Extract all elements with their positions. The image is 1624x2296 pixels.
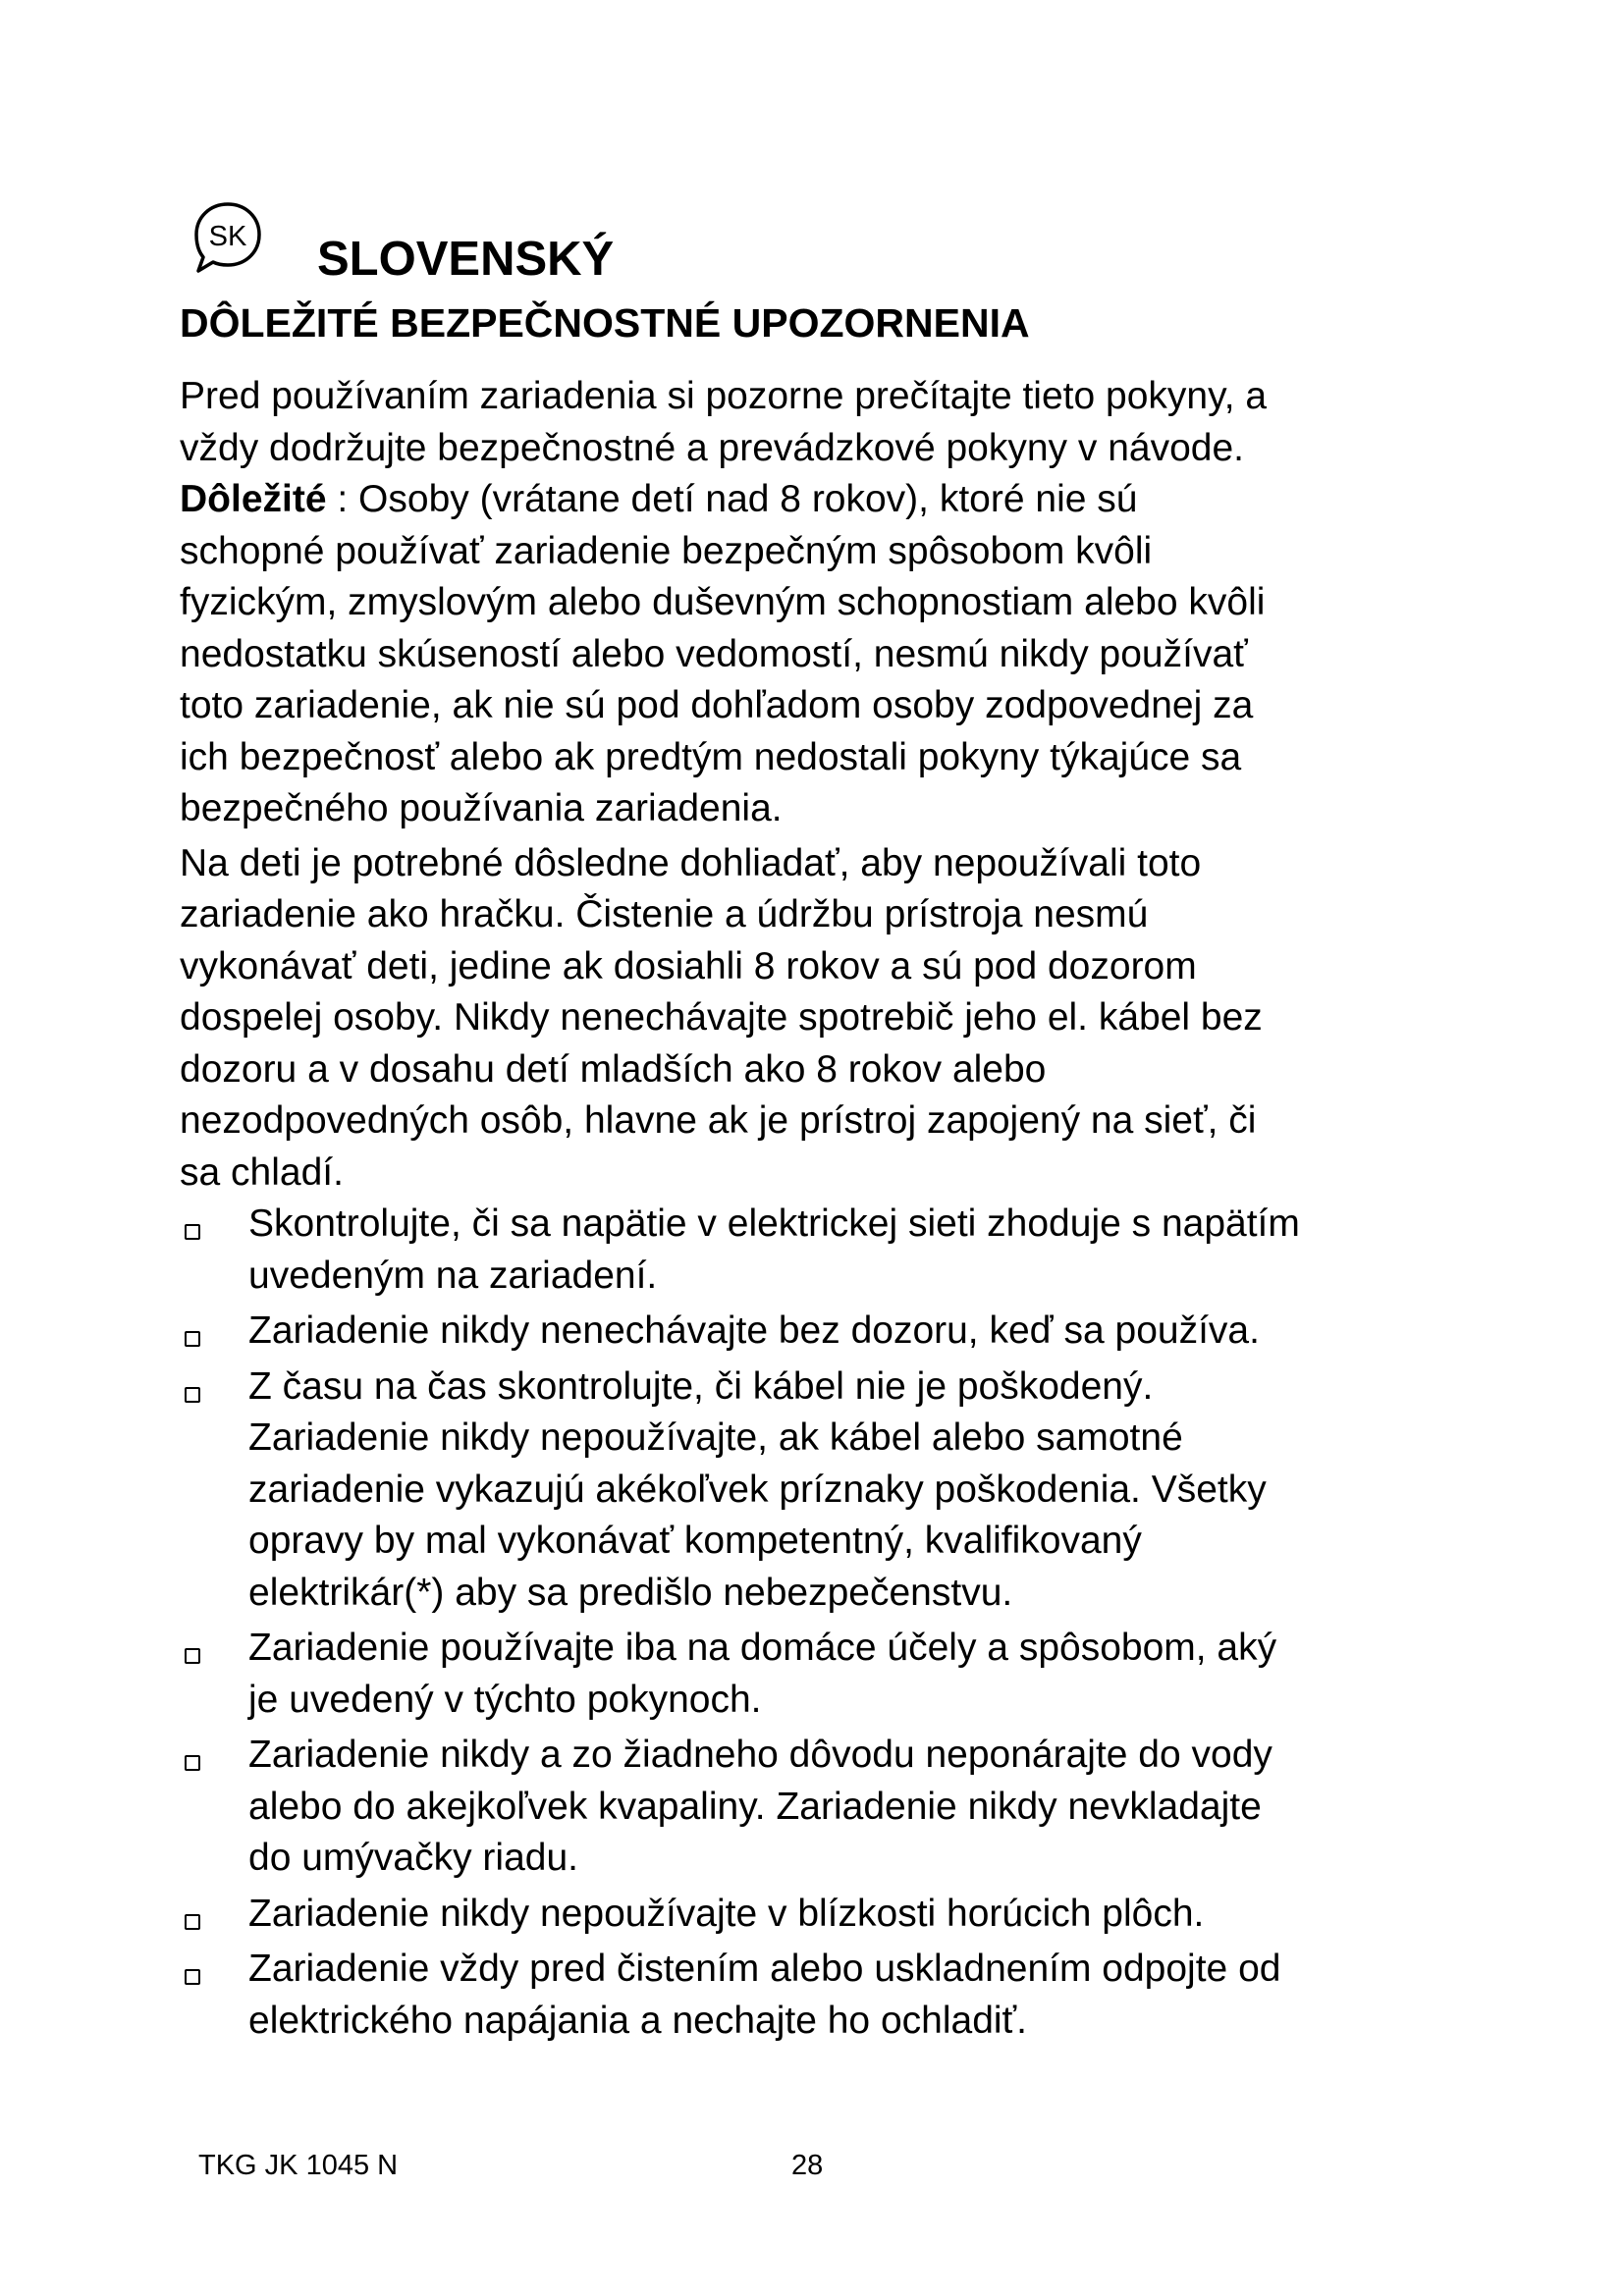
important-label: Dôležité bbox=[180, 478, 327, 520]
text-line: Pred používaním zariadenia si pozorne prečítajte tieto pokyny, a bbox=[180, 375, 1268, 417]
checkbox-bullet-icon bbox=[185, 1755, 200, 1771]
important-paragraph bbox=[180, 474, 1476, 835]
text-line: alebo do akejkoľvek kvapaliny. Zariadenie nikdy nevkladajte bbox=[248, 1785, 1262, 1828]
checkbox-bullet-icon bbox=[185, 1969, 200, 1985]
checkbox-bullet-icon bbox=[185, 1331, 200, 1347]
text-line: dozoru a v dosahu detí mladších ako 8 rokov alebo bbox=[180, 1047, 1047, 1091]
children-paragraph bbox=[180, 838, 1476, 1200]
text-line: Zariadenie vždy pred čistením alebo uskladnením odpojte od bbox=[248, 1948, 1281, 1990]
text-line bbox=[180, 474, 1476, 526]
text-line: bezpečného používania zariadenia. bbox=[180, 787, 783, 829]
text-line: sa chladí. bbox=[180, 1150, 344, 1194]
text-line: je uvedený v týchto pokynoch. bbox=[248, 1678, 762, 1721]
text-line: Zariadenie nikdy nepoužívajte, ak kábel alebo samotné bbox=[248, 1416, 1183, 1459]
text-line: Na deti je potrebné dôsledne dohliadať, aby nepoužívali toto bbox=[180, 841, 1202, 884]
document-body bbox=[180, 371, 1476, 2047]
text-line: Skontrolujte, či sa napätie v elektrickej sieti zhoduje s napätím bbox=[248, 1202, 1300, 1245]
checkbox-bullet-icon bbox=[185, 1224, 200, 1240]
text-line: zariadenie vykazujú akékoľvek príznaky poškodenia. Všetky bbox=[248, 1468, 1267, 1511]
list-item bbox=[180, 1306, 1476, 1358]
badge-text: SK bbox=[208, 221, 247, 252]
text-line: dospelej osoby. Nikdy nenechávajte spotrebič jeho el. kábel bez bbox=[180, 996, 1263, 1039]
text-line: elektrikár(*) aby sa predišlo nebezpečenstvu. bbox=[248, 1571, 1013, 1614]
language-badge-icon bbox=[187, 196, 269, 279]
footer-model-number: TKG JK 1045 N bbox=[198, 2150, 399, 2181]
text-line: Zariadenie nikdy nenechávajte bez dozoru, keď sa používa. bbox=[248, 1309, 1260, 1352]
list-item bbox=[180, 1362, 1476, 1620]
section-heading: DÔLEŽITÉ BEZPEČNOSTNÉ UPOZORNENIA bbox=[180, 300, 1030, 346]
checkbox-bullet-icon bbox=[185, 1914, 200, 1930]
text-line: fyzickým, zmyslovým alebo duševným schopnostiam alebo kvôli bbox=[180, 581, 1266, 623]
intro-paragraph bbox=[180, 371, 1476, 474]
text-line: schopné používať zariadenie bezpečným spôsobom kvôli bbox=[180, 529, 1153, 572]
text-line: toto zariadenie, ak nie sú pod dohľadom osoby zodpovednej za bbox=[180, 684, 1254, 726]
list-item bbox=[180, 1944, 1476, 2047]
checkbox-bullet-icon bbox=[185, 1648, 200, 1664]
text-line: Zariadenie nikdy a zo žiadneho dôvodu neponárajte do vody bbox=[248, 1734, 1272, 1776]
text-line: uvedeným na zariadení. bbox=[248, 1254, 658, 1297]
list-item bbox=[180, 1889, 1476, 1941]
checkbox-bullet-icon bbox=[185, 1387, 200, 1403]
language-title: SLOVENSKÝ bbox=[317, 233, 615, 286]
label-separator: : bbox=[326, 478, 359, 520]
list-item bbox=[180, 1623, 1476, 1726]
text-line: vykonávať deti, jedine ak dosiahli 8 rokov a sú pod dozorom bbox=[180, 944, 1197, 988]
text-line: Z času na čas skontrolujte, či kábel nie je poškodený. bbox=[248, 1364, 1154, 1408]
text-line: nedostatku skúseností alebo vedomostí, nesmú nikdy používať bbox=[180, 632, 1248, 675]
text-line: nezodpovedných osôb, hlavne ak je prístroj zapojený na sieť, či bbox=[180, 1099, 1257, 1142]
text-line: Zariadenie používajte iba na domáce účely a spôsobom, aký bbox=[248, 1627, 1277, 1669]
text-line: elektrického napájania a nechajte ho ochladiť. bbox=[248, 1999, 1028, 2042]
text-segment: Osoby (vrátane detí nad 8 rokov), ktoré nie sú bbox=[358, 478, 1138, 520]
list-item bbox=[180, 1199, 1476, 1302]
footer-page-number: 28 bbox=[791, 2150, 824, 2181]
text-line: ich bezpečnosť alebo ak predtým nedostali pokyny týkajúce sa bbox=[180, 735, 1242, 778]
text-line: opravy by mal vykonávať kompetentný, kvalifikovaný bbox=[248, 1520, 1142, 1562]
text-line: zariadenie ako hračku. Čistenie a údržbu prístroja nesmú bbox=[180, 893, 1149, 935]
text-line: vždy dodržujte bezpečnostné a prevádzkové pokyny v návode. bbox=[180, 426, 1245, 469]
text-line: Zariadenie nikdy nepoužívajte v blízkosti horúcich plôch. bbox=[248, 1892, 1205, 1935]
safety-bullet-list bbox=[180, 1199, 1476, 2047]
list-item bbox=[180, 1730, 1476, 1885]
text-line: do umývačky riadu. bbox=[248, 1837, 578, 1879]
